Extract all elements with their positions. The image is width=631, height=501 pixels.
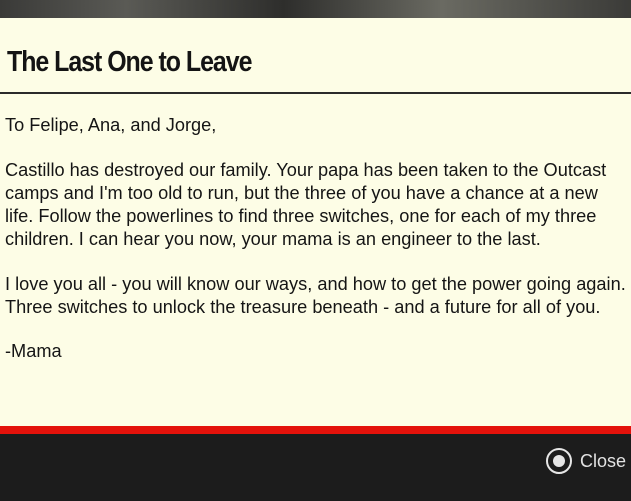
letter-paragraph-2: I love you all - you will know our ways, and how to get the power going again. Three switches to unlock the treasure beneath - and a future for all of you. — [5, 274, 626, 317]
close-button[interactable] — [546, 448, 626, 474]
letter-paragraph-1: Castillo has destroyed our family. Your papa has been taken to the Outcast camps and I'm too old to run, but the three of you have a chance at a new life. Follow the powerlines to find three switches, one for each of my three children. I can hear you now, your mama is an engineer to the last. — [5, 160, 607, 249]
button-prompt-bar — [0, 434, 631, 501]
document-title: The Last One to Leave — [7, 46, 252, 78]
background-scene-strip — [0, 0, 631, 20]
letter-signature: -Mama — [5, 341, 62, 361]
letter-greeting: To Felipe, Ana, and Jorge, — [5, 115, 217, 135]
circle-button-icon — [546, 448, 572, 474]
accent-bar — [0, 426, 631, 434]
letter-body — [5, 114, 627, 363]
close-label: Close — [580, 450, 627, 471]
title-divider — [0, 92, 631, 94]
